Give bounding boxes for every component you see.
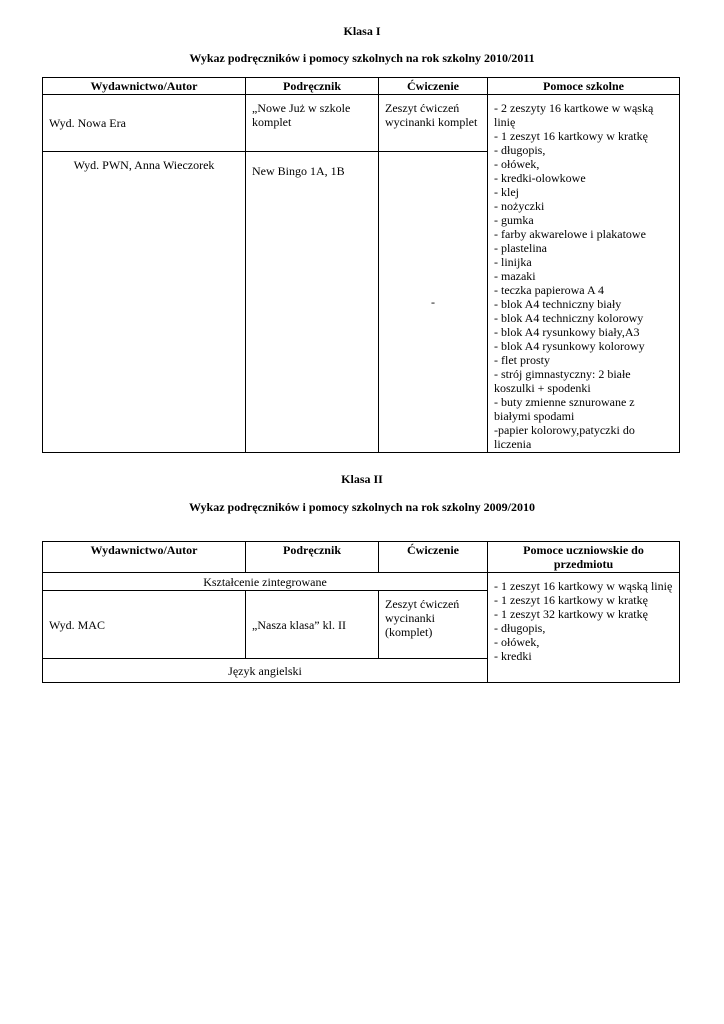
list-item: - strój gimnastyczny: 2 białe koszulki + spodenki (494, 367, 631, 395)
class-1-list-title: Wykaz podręczników i pomocy szkolnych na rok szkolny 2010/2011 (189, 51, 535, 65)
group-row (43, 573, 680, 591)
header-exercise: Ćwiczenie (379, 542, 488, 573)
supplies-cell (488, 573, 680, 683)
class-2-table (42, 541, 680, 683)
list-item: - blok A4 techniczny biały (494, 297, 622, 311)
list-item: - 1 zeszyt 16 kartkowy w kratkę (494, 129, 648, 143)
list-item: - teczka papierowa A 4 (494, 283, 604, 297)
list-item: - długopis, (494, 143, 546, 157)
list-item: - ołówek, (494, 635, 540, 649)
list-item: - buty zmienne sznurowane z białymi spodami (494, 395, 635, 423)
exercise-cell: - (379, 152, 488, 453)
group-label-english: Język angielski (43, 659, 488, 683)
list-item: - farby akwarelowe i plakatowe (494, 227, 646, 241)
list-item: - mazaki (494, 269, 536, 283)
textbook-cell: „Nasza klasa” kl. II (246, 591, 379, 659)
header-supplies: Pomoce szkolne (488, 78, 680, 95)
list-item: - 1 zeszyt 16 kartkowy w wąską linię (494, 579, 673, 593)
header-supplies: Pomoce uczniowskie do przedmiotu (488, 542, 680, 573)
class-2-list-title: Wykaz podręczników i pomocy szkolnych na rok szkolny 2009/2010 (188, 500, 536, 514)
class-1-table (42, 77, 680, 453)
list-item: - blok A4 techniczny kolorowy (494, 311, 644, 325)
header-textbook: Podręcznik (246, 78, 379, 95)
class-2-header-row (43, 542, 680, 573)
list-item: - kredki-olowkowe (494, 171, 586, 185)
header-publisher: Wydawnictwo/Autor (43, 542, 246, 573)
header-textbook: Podręcznik (246, 542, 379, 573)
list-item: - nożyczki (494, 199, 545, 213)
list-item: - 1 zeszyt 32 kartkowy w kratkę (494, 607, 648, 621)
header-publisher: Wydawnictwo/Autor (43, 78, 246, 95)
exercise-cell: Zeszyt ćwiczeń wycinanki komplet (379, 95, 488, 152)
list-item: - blok A4 rysunkowy kolorowy (494, 339, 645, 353)
publisher-cell: Wyd. PWN, Anna Wieczorek (43, 152, 246, 453)
textbook-cell: „Nowe Już w szkole komplet (246, 95, 379, 152)
list-item: - 2 zeszyty 16 kartkowe w wąską linię (494, 101, 654, 129)
list-item: - blok A4 rysunkowy biały,A3 (494, 325, 640, 339)
supplies-cell (488, 95, 680, 453)
class-1-header-row (43, 78, 680, 95)
group-label-integrated: Kształcenie zintegrowane (43, 573, 488, 591)
textbook-cell: New Bingo 1A, 1B (246, 152, 379, 453)
table-row (43, 95, 680, 152)
header-exercise: Ćwiczenie (379, 78, 488, 95)
supplies-list (494, 101, 673, 451)
exercise-cell: Zeszyt ćwiczeń wycinanki (komplet) (379, 591, 488, 659)
publisher-cell: Wyd. Nowa Era (43, 95, 246, 152)
list-item: - plastelina (494, 241, 547, 255)
list-item: - długopis, (494, 621, 546, 635)
list-item: -papier kolorowy,patyczki do liczenia (494, 423, 635, 451)
list-item: - gumka (494, 213, 534, 227)
list-item: - kredki (494, 649, 532, 663)
list-item: - flet prosty (494, 353, 550, 367)
list-item: - linijka (494, 255, 532, 269)
class-2-title: Klasa II (341, 472, 383, 486)
list-item: - klej (494, 185, 519, 199)
publisher-cell: Wyd. MAC (43, 591, 246, 659)
class-1-title: Klasa I (343, 24, 381, 38)
supplies-list (494, 579, 673, 663)
list-item: - ołówek, (494, 157, 540, 171)
list-item: - 1 zeszyt 16 kartkowy w kratkę (494, 593, 648, 607)
